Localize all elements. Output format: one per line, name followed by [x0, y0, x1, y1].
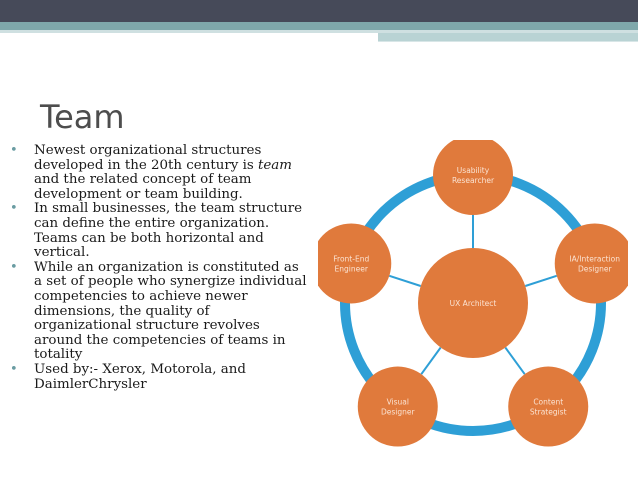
center-node: [418, 248, 528, 358]
bullet-icon: •: [10, 361, 18, 377]
bullet-text: and the related concept of team development or team building.: [34, 172, 252, 202]
outer-node: [555, 223, 628, 303]
diagram-spoke: [505, 347, 524, 374]
bullet-icon: •: [10, 259, 18, 275]
bullet-item: [10, 144, 310, 202]
bullet-item: [10, 202, 310, 260]
bullet-text: In small businesses, the team structure can define the entire organization. Teams can be both horizontal and vertical.: [34, 201, 303, 261]
node-label: Strategist: [529, 407, 567, 417]
node-label: Front-End: [333, 254, 370, 264]
outer-node: [358, 367, 438, 447]
node-label: IA/Interaction: [569, 254, 621, 264]
team-diagram: [318, 140, 628, 460]
bullet-text: Newest organizational structures developed in the 20th century is: [34, 143, 262, 173]
outer-node: [318, 223, 391, 303]
bullet-icon: •: [10, 201, 18, 217]
accent-band: [0, 22, 638, 30]
diagram-spoke: [421, 347, 440, 374]
top-bar: [0, 0, 638, 22]
node-label: Researcher: [451, 176, 495, 185]
diagram-spoke: [389, 276, 420, 286]
diagram-spoke: [525, 276, 556, 286]
bullet-text: Used by:- Xerox, Motorola, and DaimlerChrysler: [34, 361, 246, 392]
bullet-item: [10, 261, 310, 363]
bullet-list: [10, 144, 310, 392]
node-label: Designer: [577, 264, 612, 274]
bullet-text: While an organization is constituted as a set of people who synergize individual competencies to achieve newer dimensions, the quality of organizational structure revolves around the competencies of teams in totality: [34, 259, 307, 363]
bullet-emphasis: team: [258, 157, 292, 173]
node-label: Designer: [380, 407, 415, 417]
outer-node: [508, 367, 588, 447]
bullet-icon: •: [10, 143, 18, 158]
accent-band-right: [378, 33, 638, 41]
node-label: Content: [533, 397, 564, 407]
node-label: Usability: [456, 166, 490, 175]
slide-title: Team: [40, 98, 125, 136]
center-label: UX Architect: [449, 299, 497, 308]
bullet-item: [10, 363, 310, 392]
outer-node: [433, 140, 513, 215]
node-label: Engineer: [334, 264, 368, 274]
accent-line-right: [378, 41, 638, 42]
node-label: Visual: [386, 397, 409, 407]
